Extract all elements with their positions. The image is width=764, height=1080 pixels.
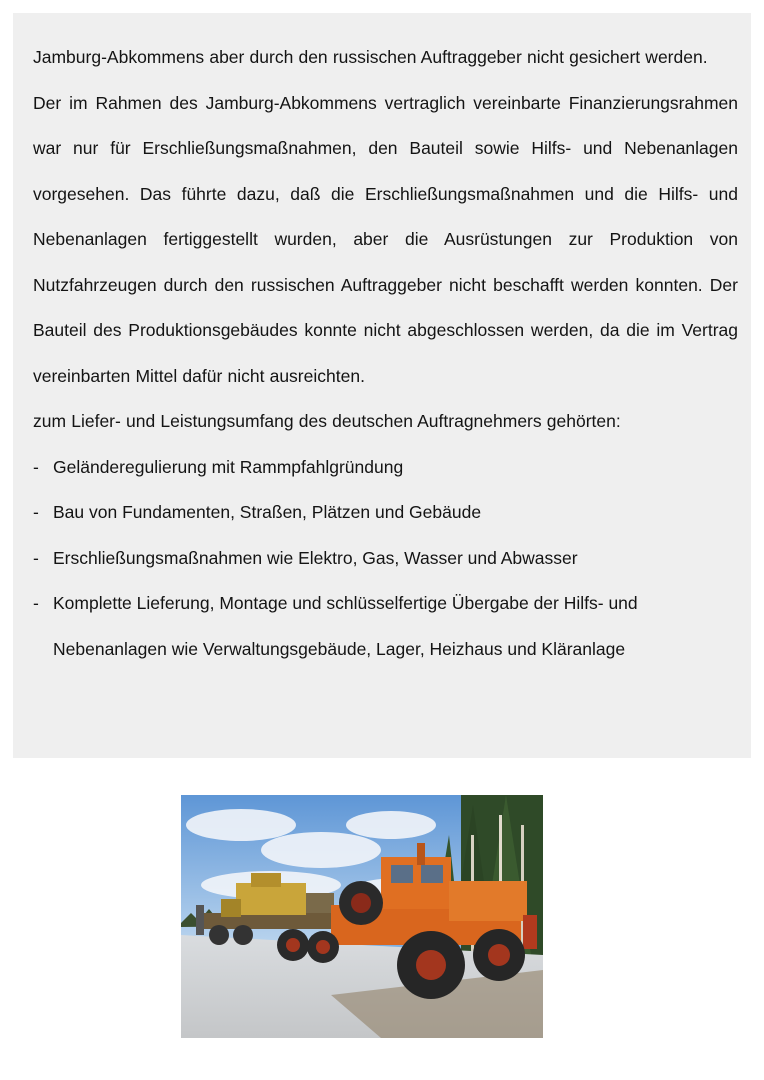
list-item bbox=[33, 490, 738, 536]
list-item-text: Erschließungsmaßnahmen wie Elektro, Gas, Wasser und Abwasser bbox=[53, 547, 578, 568]
list-item bbox=[33, 536, 738, 582]
list-dash: - bbox=[33, 456, 39, 477]
text-panel bbox=[13, 13, 751, 758]
list-dash: - bbox=[33, 593, 39, 613]
paragraph-scope-intro: zum Liefer- und Leistungsumfang des deutschen Auftragnehmers gehörten: bbox=[33, 411, 621, 431]
paragraph-continuation: Jamburg-Abkommens aber durch den russischen Auftraggeber nicht gesichert werden. bbox=[33, 47, 708, 67]
list-dash: - bbox=[33, 547, 39, 568]
list-item-text: Komplette Lieferung, Montage und schlüsselfertige Übergabe der Hilfs- und Nebenanlagen wie Verwaltungsgebäude, Lager, Heizhaus und Kläranlage bbox=[53, 593, 638, 659]
list-item bbox=[33, 445, 738, 491]
scope-list bbox=[33, 445, 738, 673]
truck-photo-illustration bbox=[181, 795, 543, 1038]
paragraph-financing: Der im Rahmen des Jamburg-Abkommens vertraglich vereinbarte Finanzierungsrahmen war nur für Erschließungsmaßnahmen, den Bauteil sowie Hilfs- und Nebenanlagen vorgesehen. Das führte dazu, daß die Erschließungsmaßnahmen und die Hilfs- und Nebenanlagen fertiggestellt wurden, aber die Ausrüstungen zur Produktion von Nutzfahrzeugen durch den russischen Auftraggeber nicht beschafft werden konnten. Der Bauteil des Produktionsgebäudes konnte nicht abgeschlossen werden, da die im Vertrag vereinbarten Mittel dafür nicht ausreichten. bbox=[33, 92, 738, 386]
truck-photo bbox=[181, 795, 543, 1038]
list-item-text: Bau von Fundamenten, Straßen, Plätzen und Gebäude bbox=[53, 502, 482, 522]
list-item-text: Geländeregulierung mit Rammpfahlgründung bbox=[53, 456, 404, 477]
list-item bbox=[33, 581, 738, 672]
list-dash: - bbox=[33, 502, 39, 522]
